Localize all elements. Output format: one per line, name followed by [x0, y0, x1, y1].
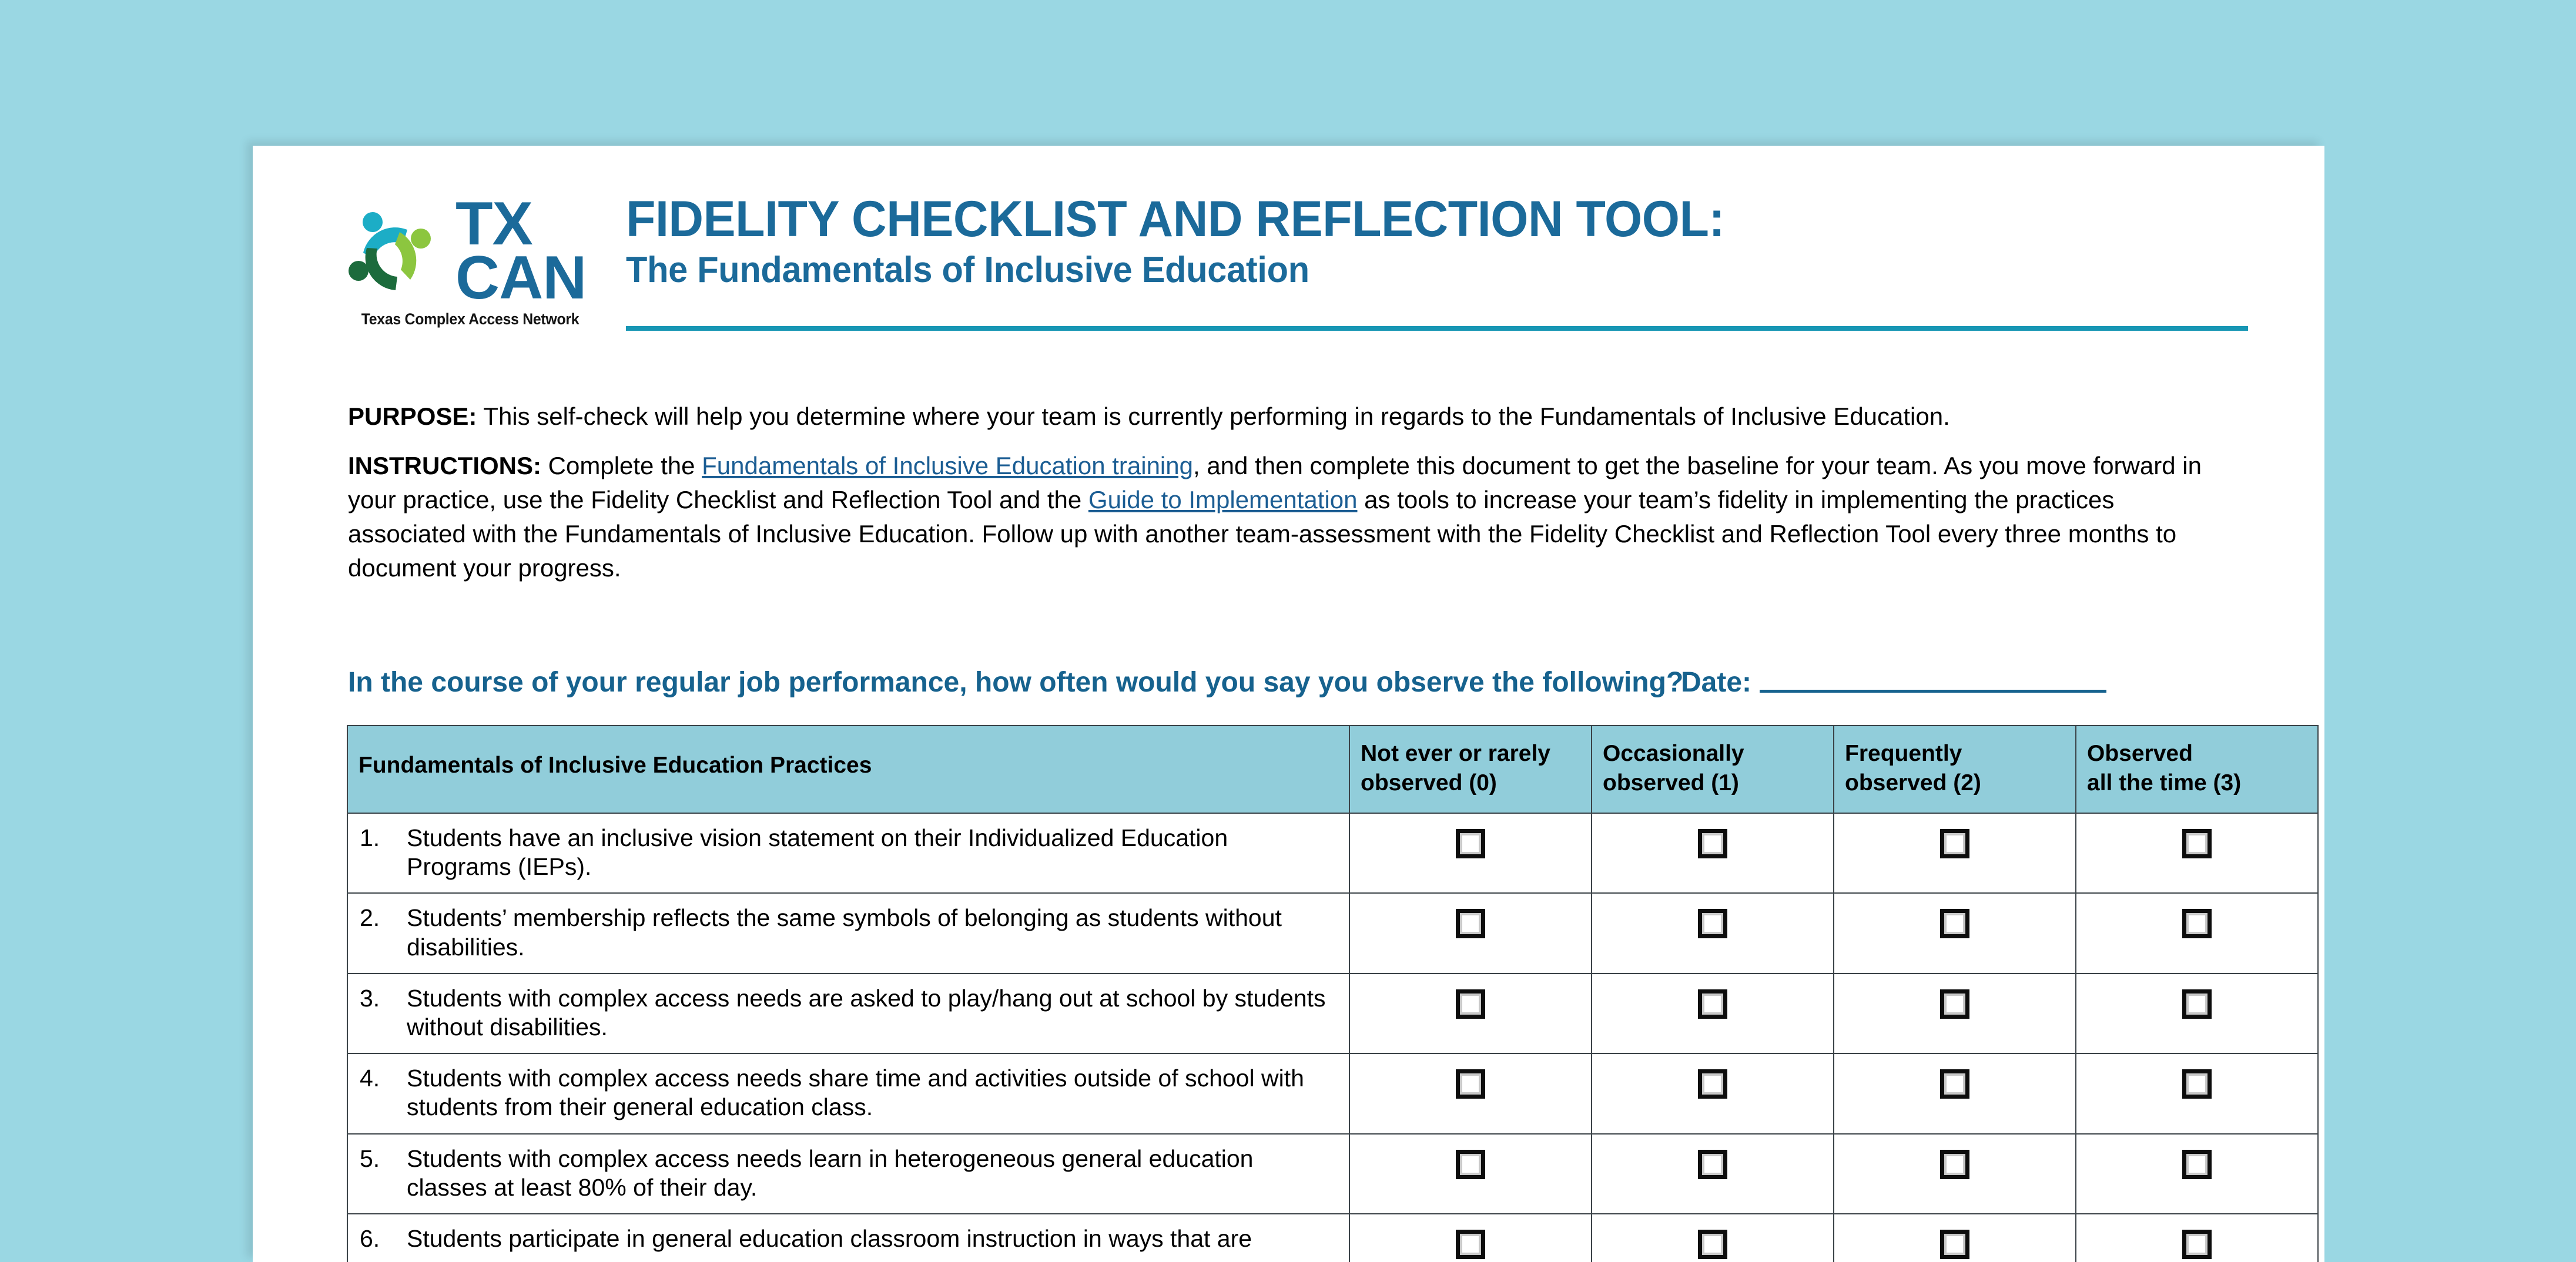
- checkbox[interactable]: [2182, 909, 2212, 938]
- rating-cell-1[interactable]: [1592, 1053, 1834, 1133]
- rating-cell-0[interactable]: [1349, 974, 1592, 1053]
- intro-text-block: [348, 400, 2205, 585]
- checkbox[interactable]: [2182, 1230, 2212, 1259]
- practice-cell: [347, 813, 1349, 893]
- rating-cell-2[interactable]: [1834, 813, 2076, 893]
- practice-text: Students with complex access needs share time and activities outside of school with students from their general education class.: [407, 1065, 1304, 1121]
- practice-number: 4.: [360, 1065, 380, 1092]
- practice-text: Students have an inclusive vision statement on their Individualized Education Programs (IEPs).: [407, 824, 1228, 881]
- checkbox[interactable]: [1940, 1069, 1969, 1099]
- checkbox[interactable]: [1698, 909, 1727, 938]
- guide-to-implementation-link[interactable]: Guide to Implementation: [1088, 485, 1358, 513]
- practice-cell: [347, 1214, 1349, 1262]
- practice-text: Students with complex access needs learn in heterogeneous general education classes at least 80% of their day.: [407, 1144, 1254, 1201]
- training-link[interactable]: Fundamentals of Inclusive Education training: [702, 451, 1193, 479]
- checkbox[interactable]: [1940, 909, 1969, 938]
- page-subtitle: The Fundamentals of Inclusive Education: [626, 250, 1309, 290]
- rating-cell-2[interactable]: [1834, 1134, 2076, 1214]
- document-page: [253, 146, 2324, 1262]
- column-header-option-3: [2076, 726, 2318, 813]
- checkbox[interactable]: [2182, 829, 2212, 858]
- checkbox[interactable]: [1940, 1230, 1969, 1259]
- rating-cell-1[interactable]: [1592, 1214, 1834, 1262]
- date-input-line[interactable]: [1760, 690, 2106, 693]
- rating-cell-2[interactable]: [1834, 974, 2076, 1053]
- checkbox[interactable]: [1456, 909, 1485, 938]
- rating-cell-0[interactable]: [1349, 1053, 1592, 1133]
- checkbox[interactable]: [2182, 1150, 2212, 1179]
- checkbox[interactable]: [2182, 1069, 2212, 1099]
- table-row: [347, 1214, 2318, 1262]
- rating-cell-0[interactable]: [1349, 1214, 1592, 1262]
- rating-cell-3[interactable]: [2076, 813, 2318, 893]
- checkbox[interactable]: [1940, 1150, 1969, 1179]
- logo-wordmark-can: CAN: [455, 243, 587, 312]
- checkbox[interactable]: [1698, 1069, 1727, 1099]
- checkbox[interactable]: [1698, 1230, 1727, 1259]
- txcan-logo: [347, 190, 594, 333]
- checkbox[interactable]: [1456, 1230, 1485, 1259]
- practice-number: 6.: [360, 1224, 380, 1252]
- document-header: [253, 146, 2324, 348]
- column-header-option-2: [1834, 726, 2076, 813]
- checkbox[interactable]: [1456, 829, 1485, 858]
- rating-cell-0[interactable]: [1349, 893, 1592, 973]
- rating-cell-1[interactable]: [1592, 974, 1834, 1053]
- practice-cell: [347, 893, 1349, 973]
- column-header-option-2-line1: Frequently: [1845, 741, 1962, 766]
- checkbox[interactable]: [1698, 1150, 1727, 1179]
- fidelity-practices-table: [347, 725, 2319, 1262]
- instructions-text-1: Complete the: [541, 451, 702, 479]
- table-header-row: [347, 726, 2318, 813]
- instructions-paragraph: [348, 449, 2205, 585]
- purpose-label: PURPOSE:: [348, 402, 477, 430]
- table-row: [347, 974, 2318, 1053]
- rating-cell-2[interactable]: [1834, 1214, 2076, 1262]
- column-header-option-0: [1349, 726, 1592, 813]
- column-header-option-1-line2: observed (1): [1603, 770, 1739, 796]
- txcan-people-circle-logo: [347, 202, 453, 305]
- practice-text: Students’ membership reflects the same symbols of belonging as students without disabilities.: [407, 904, 1282, 961]
- logo-wordmark-tx: TX: [455, 190, 532, 258]
- instructions-text-3: as tools to increase your team’s fidelity in implementing the practices associated with the Fundamentals of Inclusive Education. Follow up with another team-assessment with the Fidelity Checklist and Reflection Tool every three months to document your progress.: [348, 485, 2177, 582]
- prompt-row: [348, 666, 2229, 707]
- logo-tagline: Texas Complex Access Network: [361, 310, 579, 328]
- rating-cell-1[interactable]: [1592, 893, 1834, 973]
- column-header-option-0-line1: Not ever or rarely: [1361, 741, 1550, 766]
- practice-number: 1.: [360, 824, 380, 852]
- rating-cell-3[interactable]: [2076, 1134, 2318, 1214]
- practice-cell: [347, 1053, 1349, 1133]
- checkbox[interactable]: [1456, 1150, 1485, 1179]
- column-header-practices: Fundamentals of Inclusive Education Practices: [347, 726, 1349, 813]
- observation-question: In the course of your regular job performance, how often would you say you observe the following?: [348, 667, 1684, 698]
- title-divider: [626, 326, 2248, 331]
- rating-cell-0[interactable]: [1349, 1134, 1592, 1214]
- table-row: [347, 813, 2318, 893]
- practice-cell: [347, 1134, 1349, 1214]
- checkbox[interactable]: [1698, 829, 1727, 858]
- instructions-label: INSTRUCTIONS:: [348, 451, 541, 479]
- page-title: FIDELITY CHECKLIST AND REFLECTION TOOL:: [626, 191, 1725, 247]
- practice-text: Students participate in general education classroom instruction in ways that are: [407, 1224, 1252, 1252]
- rating-cell-3[interactable]: [2076, 974, 2318, 1053]
- checkbox[interactable]: [1456, 1069, 1485, 1099]
- purpose-text: This self-check will help you determine where your team is currently performing in regards to the Fundamentals of Inclusive Education.: [477, 402, 1950, 430]
- practice-number: 5.: [360, 1144, 380, 1172]
- checkbox[interactable]: [1456, 989, 1485, 1019]
- checkbox[interactable]: [2182, 989, 2212, 1019]
- practice-number: 3.: [360, 984, 380, 1012]
- column-header-option-0-line2: observed (0): [1361, 770, 1497, 796]
- rating-cell-1[interactable]: [1592, 1134, 1834, 1214]
- date-field[interactable]: [1681, 666, 2106, 699]
- column-header-option-1: [1592, 726, 1834, 813]
- column-header-option-1-line1: Occasionally: [1603, 741, 1744, 766]
- column-header-option-2-line2: observed (2): [1845, 770, 1981, 796]
- purpose-paragraph: [348, 400, 2205, 434]
- title-block: [626, 191, 2248, 290]
- rating-cell-2[interactable]: [1834, 893, 2076, 973]
- rating-cell-0[interactable]: [1349, 813, 1592, 893]
- logo-wordmark: [455, 190, 594, 312]
- checkbox[interactable]: [1698, 989, 1727, 1019]
- table-row: [347, 1053, 2318, 1133]
- rating-cell-1[interactable]: [1592, 813, 1834, 893]
- rating-cell-3[interactable]: [2076, 893, 2318, 973]
- rating-cell-3[interactable]: [2076, 1053, 2318, 1133]
- practice-number: 2.: [360, 904, 380, 932]
- instructions-text-2: , and then complete this document to get the baseline for your team. As you move forward in your practice, use the Fidelity Checklist and Reflection Tool and the: [348, 451, 2202, 513]
- column-header-option-3-line1: Observed: [2087, 741, 2193, 766]
- checkbox[interactable]: [1940, 829, 1969, 858]
- table-row: [347, 1134, 2318, 1214]
- table-row: [347, 893, 2318, 973]
- date-label: Date:: [1681, 667, 1752, 698]
- rating-cell-2[interactable]: [1834, 1053, 2076, 1133]
- practice-cell: [347, 974, 1349, 1053]
- rating-cell-3[interactable]: [2076, 1214, 2318, 1262]
- column-header-option-3-line2: all the time (3): [2087, 770, 2242, 796]
- practice-text: Students with complex access needs are asked to play/hang out at school by students without disabilities.: [407, 984, 1326, 1041]
- checkbox[interactable]: [1940, 989, 1969, 1019]
